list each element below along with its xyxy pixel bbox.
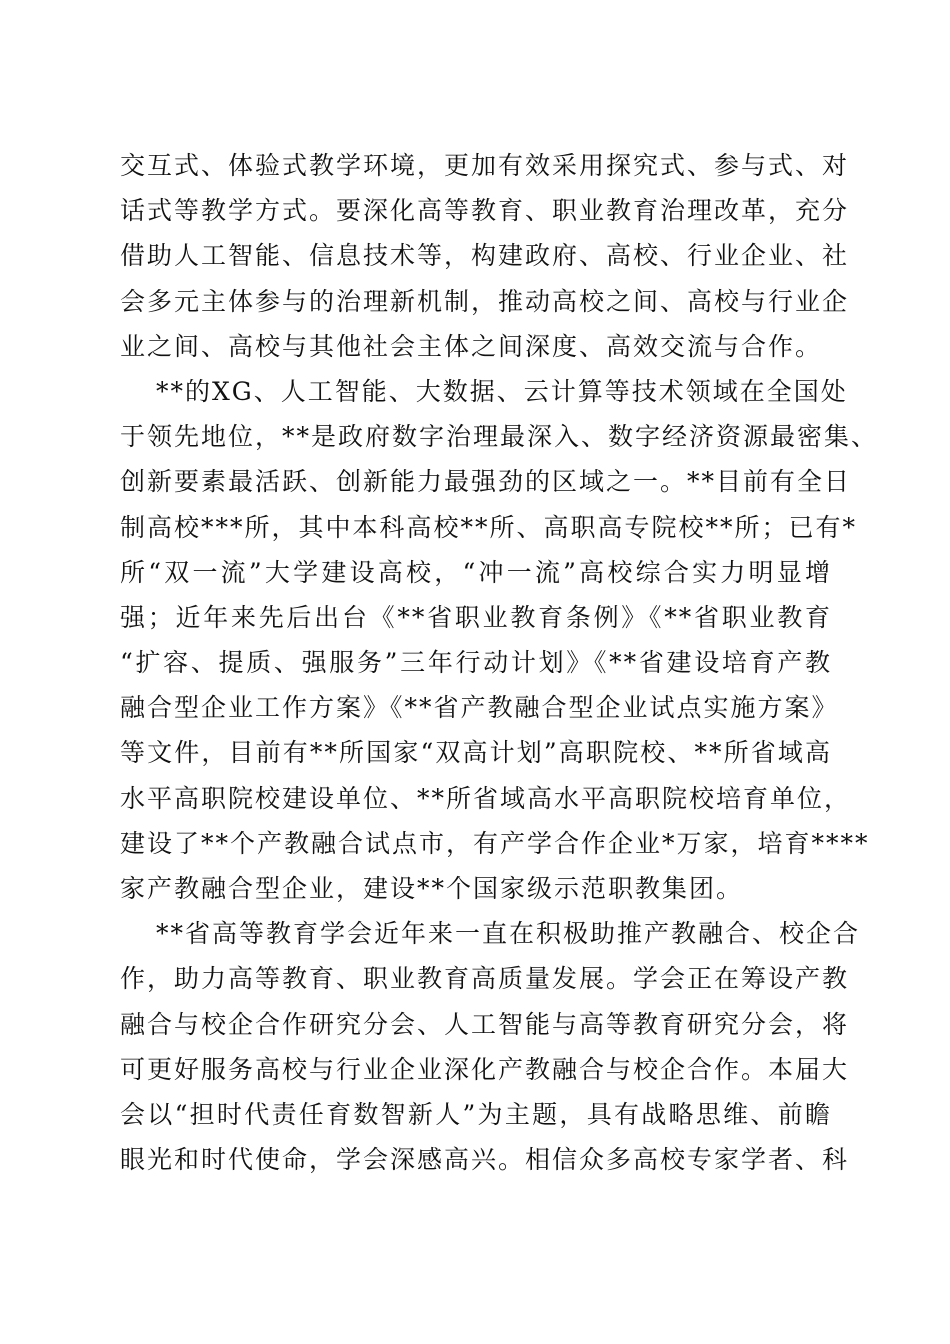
- text-line: 交互式、体验式教学环境，更加有效采用探究式、参与式、对: [120, 151, 850, 180]
- text-line: 制高校***所，其中本科高校**所、高职高专院校**所；已有*: [120, 512, 858, 542]
- text-line: 家产教融合型企业，建设**个国家级示范职教集团。: [120, 874, 744, 903]
- text-line: 创新要素最活跃、创新能力最强劲的区域之一。**目前有全日: [120, 467, 852, 497]
- text-line: 强；近年来先后出台《**省职业教育条例》《**省职业教育: [120, 602, 832, 632]
- text-line: 融合型企业工作方案》《**省产教融合型企业试点实施方案》: [120, 693, 839, 723]
- text-line: 所“双一流”大学建设高校，“冲一流”高校综合实力明显增: [120, 557, 832, 587]
- text-line: 作，助力高等教育、职业教育高质量发展。学会正在筹设产教: [120, 964, 850, 994]
- text-line: “扩容、提质、强服务”三年行动计划》《**省建设培育产教: [120, 648, 832, 678]
- text-line: 可更好服务高校与行业企业深化产教融合与校企合作。本届大: [120, 1054, 850, 1084]
- text-line: 融合与校企合作研究分会、人工智能与高等教育研究分会，将: [120, 1009, 850, 1039]
- text-line: 会以“担时代责任育数智新人”为主题，具有战略思维、前瞻: [120, 1099, 832, 1129]
- text-line: 业之间、高校与其他社会主体之间深度、高效交流与合作。: [120, 331, 823, 361]
- text-line: 借助人工智能、信息技术等，构建政府、高校、行业企业、社: [120, 241, 850, 271]
- text-line: 水平高职院校建设单位、**所省域高水平高职院校培育单位，: [120, 783, 852, 813]
- body-text: [120, 143, 879, 1182]
- text-line: 等文件，目前有**所国家“双高计划”高职院校、**所省域高: [120, 738, 832, 768]
- text-line: 话式等教学方式。要深化高等教育、职业教育治理改革，充分: [120, 196, 850, 226]
- text-line: **省高等教育学会近年来一直在积极助推产教融合、校企合: [156, 919, 861, 949]
- text-line: 眼光和时代使命，学会深感高兴。相信众多高校专家学者、科: [120, 1145, 850, 1175]
- text-line: 会多元主体参与的治理新机制，推动高校之间、高校与行业企: [120, 286, 850, 316]
- text-line: **的XG、人工智能、大数据、云计算等技术领域在全国处: [156, 376, 848, 406]
- text-line: 建设了**个产教融合试点市，有产学合作企业*万家，培育****: [120, 828, 870, 858]
- text-line: 于领先地位，**是政府数字治理最深入、数字经济资源最密集、: [120, 422, 879, 452]
